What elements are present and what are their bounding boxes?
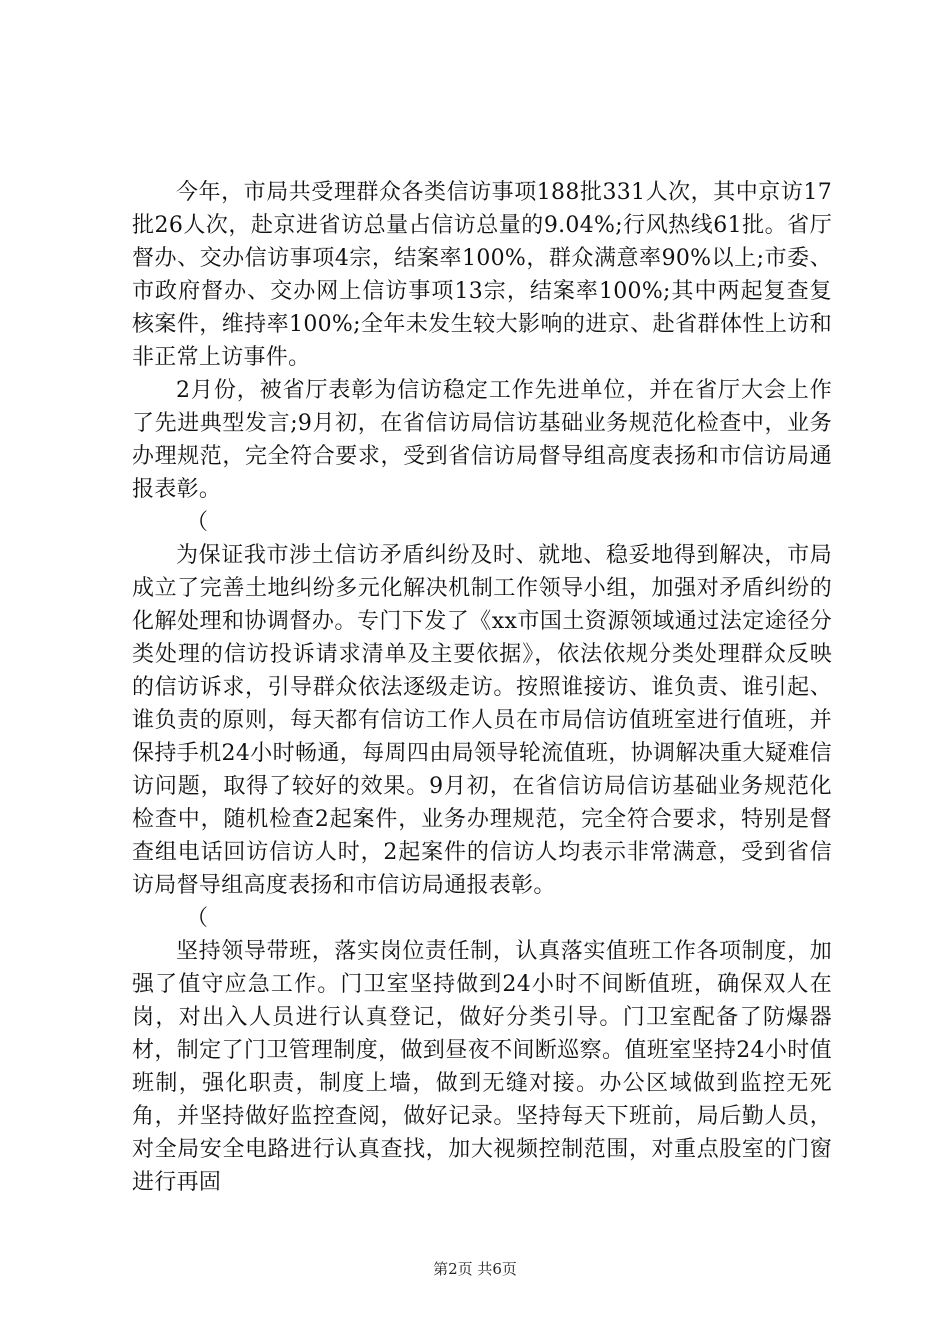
page-number-footer: 第2页 共6页 [433, 1260, 517, 1278]
section-marker: （ [186, 510, 209, 535]
paragraph-land-dispute: 为保证我市涉土信访矛盾纠纷及时、就地、稳妥地得到解决，市局成立了完善土地纠纷多元化解决机制工作领导小组，加强对矛盾纠纷的化解处理和协调督办。专门下发了《xx市国土资源领域通过法定途径分类处理的信访投诉请求清单及主要依据》，依法依规分类处理群众反映的信访诉求，引导群众依法逐级走访。按照谁接访、谁负责、谁引起、谁负责的原则，每天都有信访工作人员在市局信访值班室进行值班，并保持手机24小时畅通，每周四由局领导轮流值班，协调解决重大疑难信访问题，取得了较好的效果。9月初，在省信访局信访基础业务规范化检查中，随机检查2起案件，业务办理规范，完全符合要求，特别是督查组电话回访信访人时，2起案件的信访人均表示非常满意，受到省信访局督导组高度表扬和市信访局通报表彰。 [132, 543, 832, 898]
section-marker: （ [186, 906, 209, 931]
paragraph-duty-security: 坚持领导带班，落实岗位责任制，认真落实值班工作各项制度，加强了值守应急工作。门卫室坚持做到24小时不间断值班，确保双人在岗，对出入人员进行认真登记，做好分类引导。门卫室配备了防爆器材，制定了门卫管理制度，做到昼夜不间断巡察。值班室坚持24小时值班制，强化职责，制度上墙，做到无缝对接。办公区域做到监控无死角，并坚持做好监控查阅，做好记录。坚持每天下班前，局后勤人员，对全局安全电路进行认真查找，加大视频控制范围，对重点股室的门窗进行再固 [132, 939, 832, 1195]
paragraph-statistics: 今年，市局共受理群众各类信访事项188批331人次，其中京访17批26人次，赴京进省访总量占信访总量的9.04%;行风热线61批。省厅督办、交办信访事项4宗，结案率100%，群众满意率90%以上;市委、市政府督办、交办网上信访事项13宗，结案率100%;其中两起复查复核案件，维持率100%;全年未发生较大影响的进京、赴省群体性上访和非正常上访事件。 [132, 180, 832, 370]
paragraph-commendation: 2月份，被省厅表彰为信访稳定工作先进单位，并在省厅大会上作了先进典型发言;9月初，在省信访局信访基础业务规范化检查中，业务办理规范，完全符合要求，受到省信访局督导组高度表扬和市信访局通报表彰。 [132, 378, 832, 502]
document-body [132, 176, 832, 1199]
